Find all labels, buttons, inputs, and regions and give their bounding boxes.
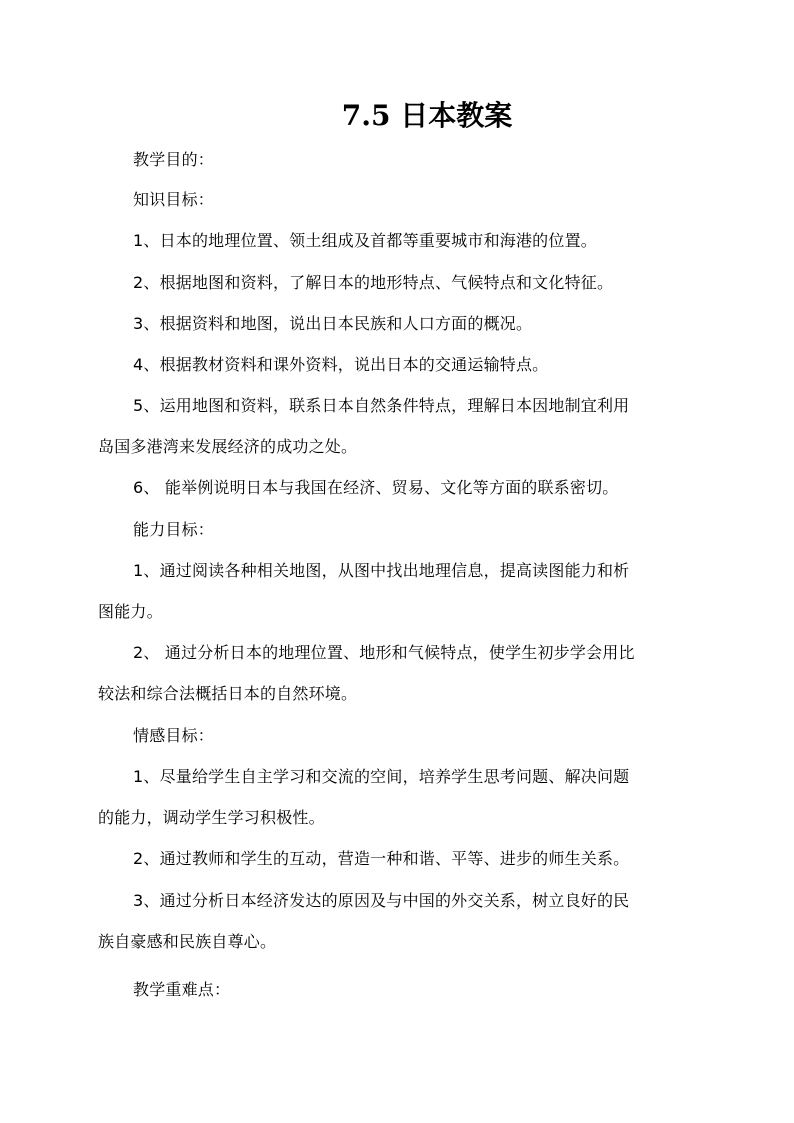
emotion-goal-1-cont: 的能力，调动学生学习积极性。: [98, 808, 325, 827]
emotion-goal-1: 1、尽量给学生自主学习和交流的空间，培养学生思考问题、解决问题: [133, 767, 630, 786]
subheading-ability-goals: 能力目标：: [133, 520, 215, 539]
section-heading-teaching-goals: 教学目的：: [133, 150, 215, 169]
ability-goal-1: 1、通过阅读各种相关地图，从图中找出地理信息，提高读图能力和析: [133, 561, 630, 580]
subheading-emotion-goals: 情感目标：: [133, 726, 215, 745]
knowledge-goal-1: 1、日本的地理位置、领土组成及首都等重要城市和海港的位置。: [133, 231, 597, 250]
knowledge-goal-6: 6、 能举例说明日本与我国在经济、贸易、文化等方面的联系密切。: [133, 478, 619, 497]
knowledge-goal-4: 4、根据教材资料和课外资料，说出日本的交通运输特点。: [133, 355, 549, 374]
emotion-goal-2: 2、通过教师和学生的互动，营造一种和谐、平等、进步的师生关系。: [133, 849, 630, 868]
emotion-goal-3-cont: 族自豪感和民族自尊心。: [98, 932, 277, 951]
knowledge-goal-5: 5、运用地图和资料，联系日本自然条件特点，理解日本因地制宜利用: [133, 396, 630, 415]
section-heading-key-difficulties: 教学重难点：: [133, 980, 231, 999]
emotion-goal-3: 3、通过分析日本经济发达的原因及与中国的外交关系，树立良好的民: [133, 891, 630, 910]
ability-goal-2: 2、 通过分析日本的地理位置、地形和气候特点，使学生初步学会用比: [133, 643, 635, 662]
knowledge-goal-3: 3、根据资料和地图，说出日本民族和人口方面的概况。: [133, 314, 533, 333]
knowledge-goal-2: 2、根据地图和资料，了解日本的地形特点、气候特点和文化特征。: [133, 273, 614, 292]
knowledge-goal-5-cont: 岛国多港湾来发展经济的成功之处。: [98, 437, 358, 456]
document-title: 7.5 日本教案: [341, 99, 513, 132]
ability-goal-1-cont: 图能力。: [98, 602, 163, 621]
subheading-knowledge-goals: 知识目标：: [133, 190, 215, 209]
ability-goal-2-cont: 较法和综合法概括日本的自然环境。: [98, 684, 358, 703]
